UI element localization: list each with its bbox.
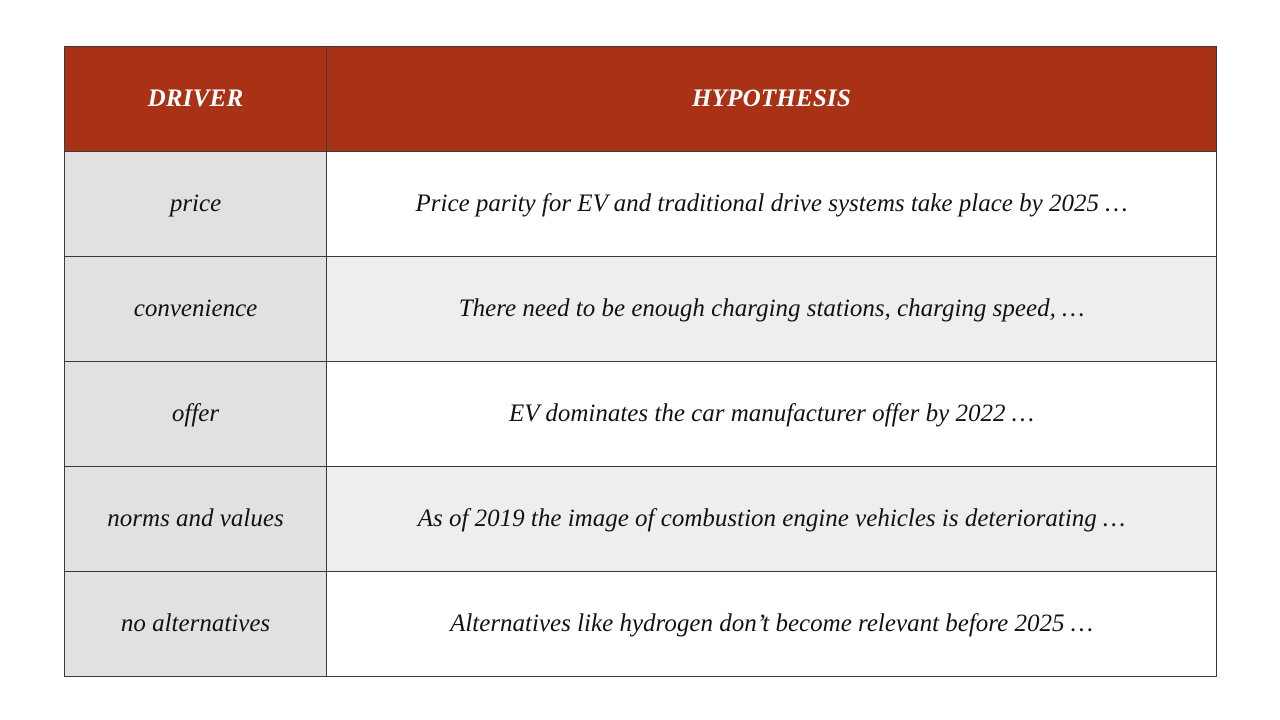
hypothesis-cell: EV dominates the car manufacturer offer by 2022 … bbox=[327, 362, 1217, 467]
table-row bbox=[65, 467, 1217, 572]
driver-cell: offer bbox=[65, 362, 327, 467]
driver-cell: no alternatives bbox=[65, 572, 327, 677]
hypothesis-cell: Price parity for EV and traditional drive systems take place by 2025 … bbox=[327, 152, 1217, 257]
driver-cell: convenience bbox=[65, 257, 327, 362]
hypothesis-cell: There need to be enough charging stations, charging speed, … bbox=[327, 257, 1217, 362]
hypothesis-column-header: HYPOTHESIS bbox=[327, 47, 1217, 152]
table-row bbox=[65, 152, 1217, 257]
hypothesis-cell: Alternatives like hydrogen don’t become relevant before 2025 … bbox=[327, 572, 1217, 677]
driver-cell: norms and values bbox=[65, 467, 327, 572]
hypothesis-cell: As of 2019 the image of combustion engine vehicles is deteriorating … bbox=[327, 467, 1217, 572]
driver-hypothesis-table bbox=[64, 46, 1217, 677]
table-row bbox=[65, 572, 1217, 677]
table-row bbox=[65, 257, 1217, 362]
driver-column-header: DRIVER bbox=[65, 47, 327, 152]
driver-cell: price bbox=[65, 152, 327, 257]
table-header-row bbox=[65, 47, 1217, 152]
table-row bbox=[65, 362, 1217, 467]
